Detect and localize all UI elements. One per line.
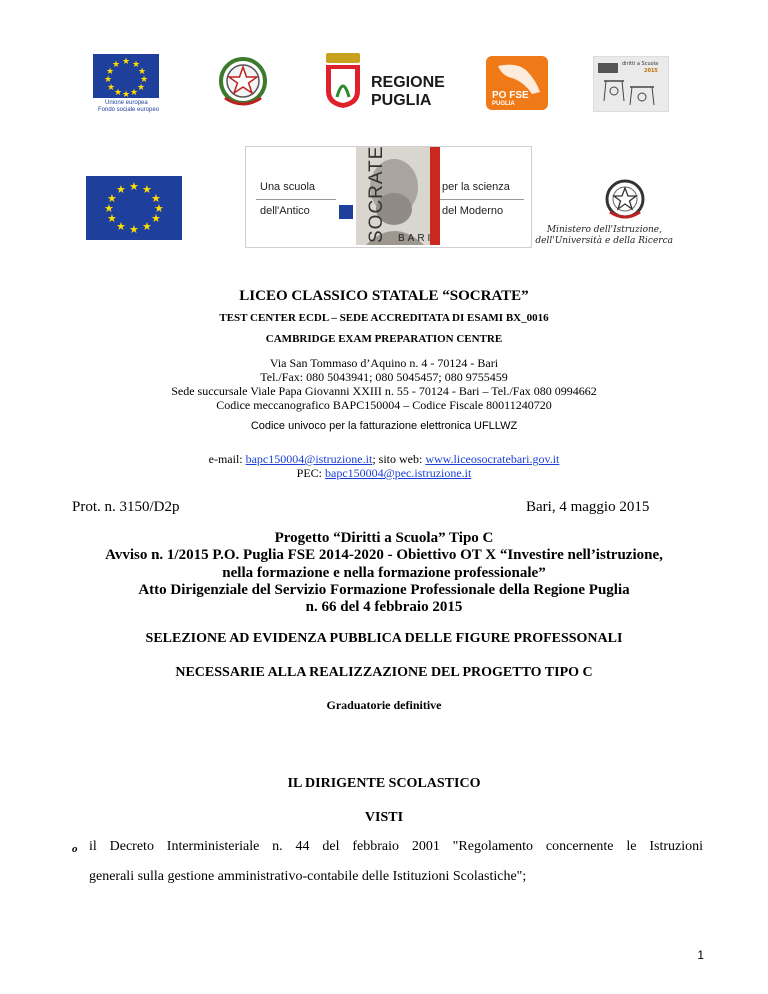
diritti-year: 2015: [644, 68, 658, 74]
pec-line: [0, 466, 768, 481]
website-link[interactable]: www.liceosocratebari.gov.it: [425, 452, 560, 466]
project-obiettivo: nella formazione e nella formazione professionale”: [222, 565, 546, 581]
po-fse-label: PO FSE: [492, 90, 529, 101]
site-label: ; sito web:: [372, 452, 426, 466]
cambridge-centre: CAMBRIDGE EXAM PREPARATION CENTRE: [265, 333, 503, 345]
selection-subtitle: Graduatorie definitive: [326, 698, 442, 712]
regione-puglia-shield-icon: [323, 51, 363, 109]
selection-title-1: SELEZIONE AD EVIDENZA PUBBLICA DELLE FIGURE PROFESSONALI: [145, 631, 623, 646]
protocol-number: Prot. n. 3150/D2p: [72, 499, 180, 515]
place-date: Bari, 4 maggio 2015: [526, 499, 650, 515]
selection-title-2: NECESSARIE ALLA REALIZZAZIONE DEL PROGETTO TIPO C: [175, 665, 593, 680]
address: Via San Tommaso d’Aquino n. 4 - 70124 - Bari: [269, 356, 499, 370]
socrate-left-top: Una scuola: [260, 181, 316, 193]
visti-item-1-line-1: il Decreto Interministeriale n. 44 del febbraio 2001 "Regolamento concernente le Istruzioni: [89, 839, 703, 854]
liceo-socrate-logo: [245, 146, 532, 248]
po-fse-puglia-logo: [486, 56, 548, 110]
socrate-city: BARI: [398, 233, 434, 244]
diritti-a-scuola-logo: [593, 56, 669, 112]
page-number: 1: [697, 948, 704, 962]
email-label: e-mail:: [208, 452, 246, 466]
socrate-right-bottom: del Moderno: [442, 205, 504, 217]
phone: Tel./Fax: 080 5043941; 080 5045457; 080 9755459: [260, 370, 508, 384]
project-atto: Atto Dirigenziale del Servizio Formazione Professionale della Regione Puglia: [138, 582, 630, 598]
regione-puglia-logo: [323, 51, 448, 111]
classroom-sketch-icon: [594, 57, 668, 111]
school-codes: Codice meccanografico BAPC150004 – Codice Fiscale 80011240720: [216, 398, 552, 412]
test-center: TEST CENTER ECDL – SEDE ACCREDITATA DI ESAMI BX_0016: [219, 312, 549, 324]
eu-flag-large-icon: ★ ★ ★ ★ ★ ★ ★ ★ ★ ★ ★ ★: [86, 176, 182, 240]
socrate-right-top: per la scienza: [442, 181, 510, 193]
project-avviso: Avviso n. 1/2015 P.O. Puglia FSE 2014-2020 - Obiettivo OT X “Investire nell’istruzione,: [105, 547, 663, 563]
socrates-bust-icon: [336, 147, 440, 245]
dirigente-heading: IL DIRIGENTE SCOLASTICO: [287, 776, 481, 791]
visti-heading: VISTI: [364, 810, 404, 825]
eu-caption-2: Fondo sociale europeo: [98, 107, 160, 113]
eu-fse-logo: [93, 54, 161, 114]
socrate-vertical-title: SOCRATE: [366, 145, 387, 243]
diritti-label: diritti a Scuola: [622, 61, 659, 67]
school-name: LICEO CLASSICO STATALE “SOCRATE”: [239, 288, 529, 304]
contacts-line: [0, 452, 768, 467]
pec-label: PEC:: [296, 466, 325, 480]
miur-emblem-icon: [602, 178, 648, 222]
po-fse-puglia-label: PUGLIA: [492, 101, 515, 107]
invoice-code: Codice univoco per la fatturazione elettronica UFLLWZ: [250, 420, 518, 432]
eu-flag-icon: ★ ★ ★ ★ ★ ★ ★ ★ ★ ★ ★ ★: [93, 54, 159, 98]
project-date: n. 66 del 4 febbraio 2015: [305, 599, 463, 615]
italian-republic-emblem-icon: [217, 54, 269, 110]
socrate-left-bottom: dell'Antico: [260, 205, 310, 217]
bullet-marker: o: [72, 843, 78, 855]
branch-address: Sede succursale Viale Papa Giovanni XXIII n. 55 - 70124 - Bari – Tel./Fax 080 0994662: [171, 384, 597, 398]
ministero-line-1: Ministero dell'Istruzione,: [546, 225, 662, 235]
regione-label: REGIONE: [371, 74, 445, 91]
puglia-label: PUGLIA: [371, 92, 432, 109]
email-link[interactable]: bapc150004@istruzione.it: [245, 452, 373, 466]
pec-link[interactable]: bapc150004@pec.istruzione.it: [325, 466, 472, 480]
ministero-line-2: dell'Università e della Ricerca: [535, 236, 673, 246]
project-title: Progetto “Diritti a Scuola” Tipo C: [274, 530, 494, 546]
eu-caption-1: Unione europea: [105, 100, 148, 106]
visti-item-1-line-2: generali sulla gestione amministrativo-contabile delle Istituzioni Scolastiche";: [89, 869, 527, 884]
